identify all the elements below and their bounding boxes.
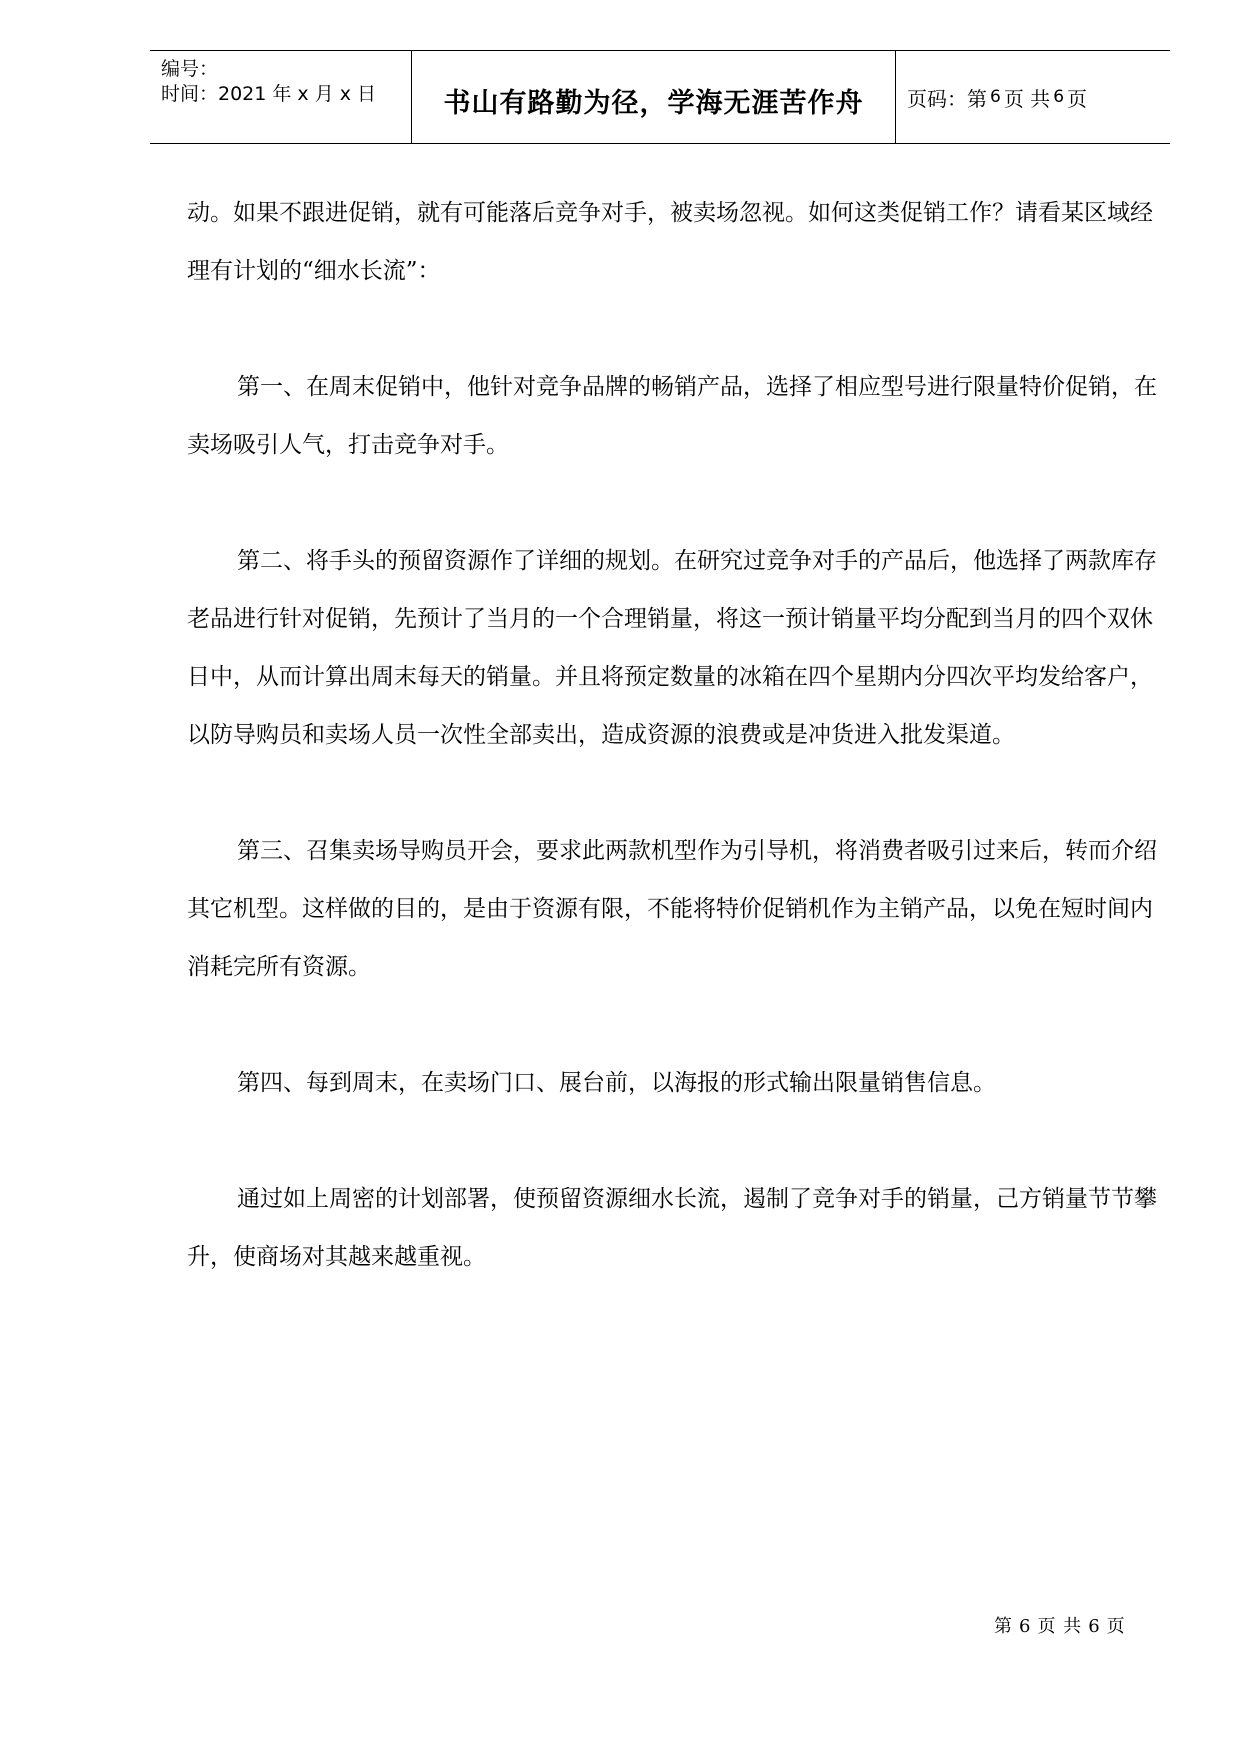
footer-total-pages: 6 [1088,1616,1101,1637]
page-footer [994,1612,1126,1638]
page-total: 6 [1053,87,1065,107]
page-header [150,50,1170,144]
serial-number-label: 编号： [161,58,219,80]
document-body [187,184,1157,1286]
paragraph-conclusion: 通过如上周密的计划部署，使预留资源细水长流，遏制了竞争对手的销量，己方销量节节攀升，使商场对其越来越重视。 [187,1186,1157,1270]
motto: 书山有路勤为径，学海无涯苦作舟 [443,87,864,119]
paragraph-step-one: 第一、在周末促销中，他针对竞争品牌的畅销产品，选择了相应型号进行限量特价促销，在卖场吸引人气，打击竞争对手。 [187,374,1157,458]
page-mid: 页 共 [1003,86,1051,111]
paragraph-intro: 动。如果不跟进促销，就有可能落后竞争对手，被卖场忽视。如何这类促销工作？请看某区域经理有计划的“细水长流”： [187,200,1153,284]
date-label: 时间：2021 年 x 月 x 日 [161,83,377,105]
paragraph-step-two: 第二、将手头的预留资源作了详细的规划。在研究过竞争对手的产品后，他选择了两款库存老品进行针对促销，先预计了当月的一个合理销量，将这一预计销量平均分配到当月的四个双休日中，从而计算出周末每天的销量。并且将预定数量的冰箱在四个星期内分四次平均发给客户，以防导购员和卖场人员一次性全部卖出，造成资源的浪费或是冲货进入批发渠道。 [187,548,1157,748]
header-page-number [896,51,1170,143]
paragraph-step-four: 第四、每到周末，在卖场门口、展台前，以海报的形式输出限量销售信息。 [237,1070,996,1096]
footer-mid: 页 共 [1037,1616,1083,1637]
header-motto-cell [412,51,896,143]
footer-prefix: 第 [994,1616,1013,1637]
footer-suffix: 页 [1106,1616,1126,1637]
page-prefix: 页码：第 [907,86,987,111]
paragraph-step-three: 第三、召集卖场导购员开会，要求此两款机型作为引导机，将消费者吸引过来后，转而介绍其它机型。这样做的目的，是由于资源有限，不能将特价促销机作为主销产品，以免在短时间内消耗完所有资源。 [187,838,1157,980]
header-meta [150,51,412,143]
page-current: 6 [990,87,1001,107]
footer-current-page: 6 [1019,1616,1032,1637]
page-suffix: 页 [1067,86,1088,111]
